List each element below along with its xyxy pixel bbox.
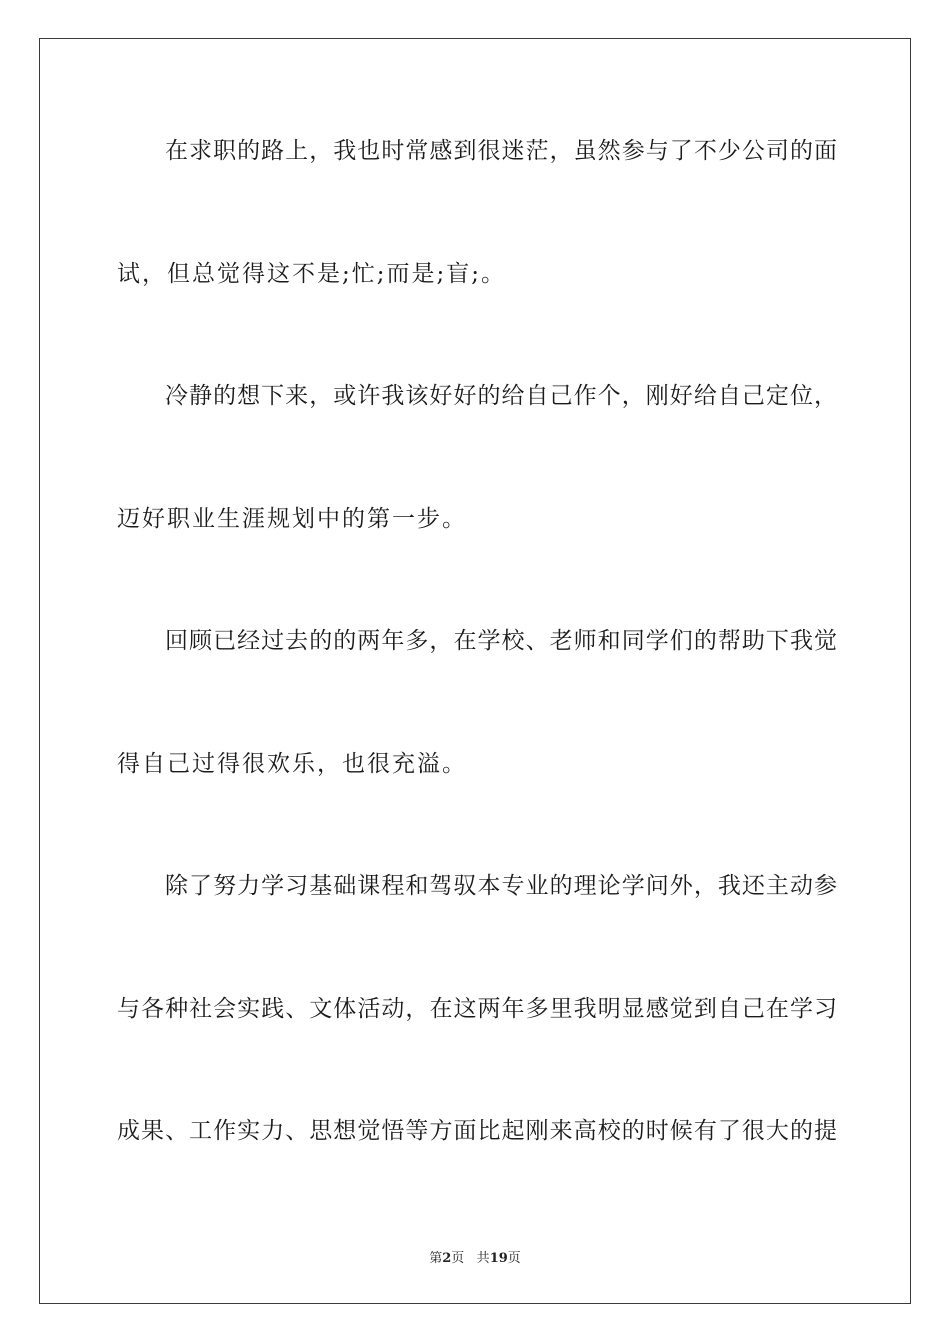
paragraph-2-line-1: 冷静的想下来，或许我该好好的给自己作个，刚好给自己定位， [165,383,837,409]
paragraph-4-line-2: 与各种社会实践、文体活动，在这两年多里我明显感觉到自己在学习 [117,996,837,1022]
page-footer [0,1247,950,1266]
paragraph-3-line-1: 回顾已经过去的的两年多，在学校、老师和同学们的帮助下我觉 [165,628,837,654]
paragraph-1-line-1: 在求职的路上，我也时常感到很迷茫，虽然参与了不少公司的面 [165,138,837,164]
paragraph-2-line-2: 迈好职业生涯规划中的第一步。 [117,506,467,532]
paragraph-4-line-3: 成果、工作实力、思想觉悟等方面比起刚来高校的时候有了很大的提 [117,1118,837,1144]
total-prefix: 共 [476,1251,490,1266]
total-suffix: 页 [507,1251,521,1266]
paragraph-1-line-2: 试，但总觉得这不是;忙;而是;盲;。 [117,261,506,287]
page-suffix: 页 [451,1251,465,1266]
page-border [39,38,911,1304]
page-number: 2 [442,1251,452,1266]
paragraph-4-line-1: 除了努力学习基础课程和驾驭本专业的理论学问外，我还主动参 [165,873,837,899]
page-prefix: 第 [429,1251,443,1266]
total-pages: 19 [489,1251,508,1266]
paragraph-3-line-2: 得自己过得很欢乐，也很充溢。 [117,751,467,777]
